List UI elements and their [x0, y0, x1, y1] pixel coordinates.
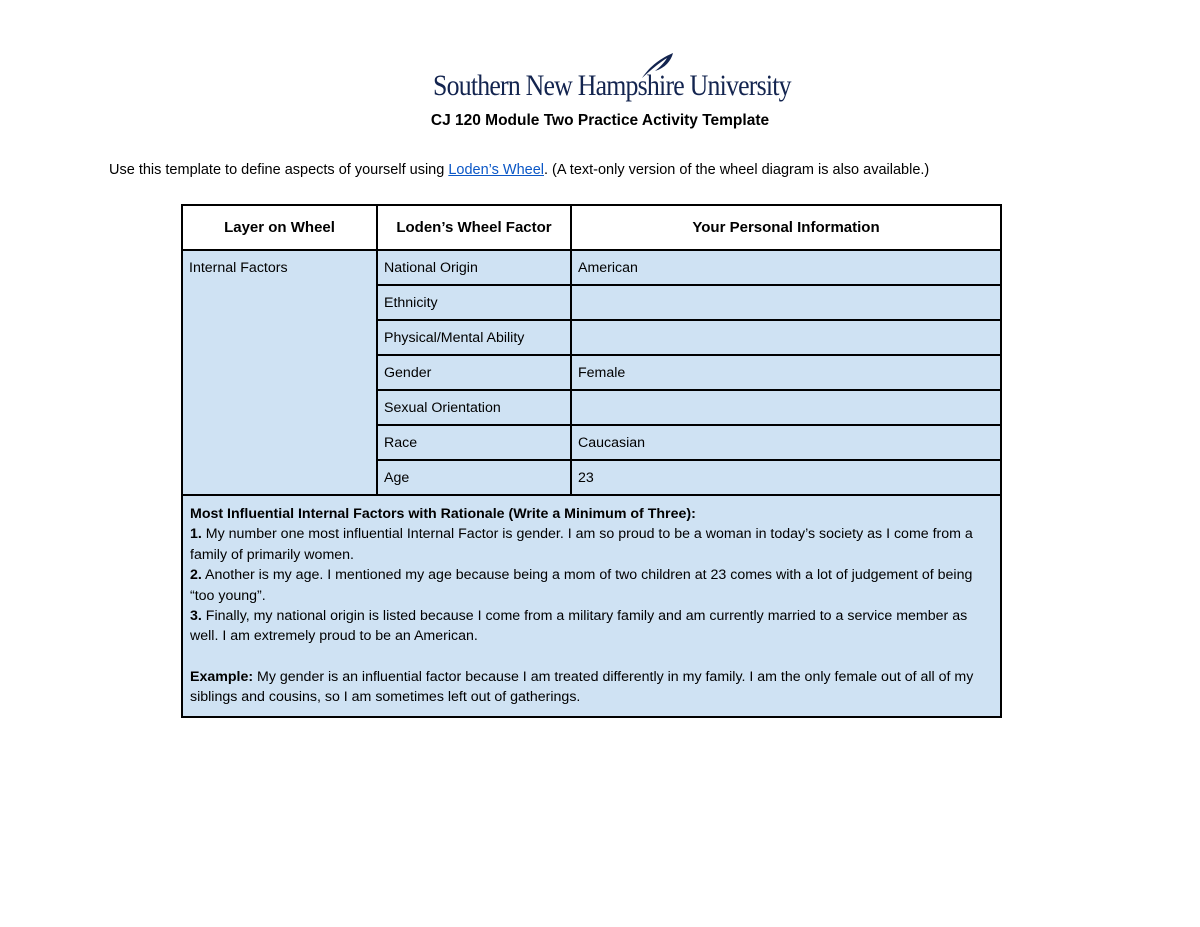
info-cell[interactable] [571, 285, 1001, 320]
rationale-cell[interactable] [182, 495, 1001, 717]
rationale-item-1 [190, 524, 993, 565]
example-text: My gender is an influential factor because I am treated differently in my family. I am the only female out of all of my siblings and cousins, so I am sometimes left out of gatherings. [190, 668, 974, 706]
info-cell[interactable] [571, 390, 1001, 425]
rationale-number: 3. [190, 608, 202, 625]
header-row [182, 205, 1001, 250]
table-row [182, 250, 1001, 285]
factor-cell: Age [377, 460, 571, 495]
spacer [190, 647, 993, 667]
university-logo [0, 52, 1200, 108]
logo-wordmark: Southern New Hampshire University [433, 69, 791, 102]
layer-cell: Internal Factors [182, 250, 377, 495]
rationale-number: 2. [190, 567, 202, 584]
header-factor: Loden’s Wheel Factor [377, 205, 571, 250]
rationale-item-2 [190, 565, 993, 606]
info-cell[interactable] [571, 320, 1001, 355]
factor-cell: Ethnicity [377, 285, 571, 320]
rationale-row [182, 495, 1001, 717]
info-cell[interactable]: Caucasian [571, 425, 1001, 460]
example-label: Example: [190, 668, 254, 685]
example-paragraph [190, 667, 993, 708]
rationale-text: My number one most influential Internal Factor is gender. I am so proud to be a woman in today’s society as I come from a family of primarily women. [190, 526, 973, 563]
info-cell[interactable]: 23 [571, 460, 1001, 495]
factor-cell: Race [377, 425, 571, 460]
info-cell[interactable]: American [571, 250, 1001, 285]
rationale-number: 1. [190, 526, 202, 543]
info-cell[interactable]: Female [571, 355, 1001, 390]
rationale-item-3 [190, 606, 993, 647]
factor-cell: Physical/Mental Ability [377, 320, 571, 355]
header-layer: Layer on Wheel [182, 205, 377, 250]
lodens-wheel-table [181, 204, 1002, 718]
rationale-heading: Most Influential Internal Factors with Rationale (Write a Minimum of Three): [190, 506, 696, 522]
intro-text-before: Use this template to define aspects of yourself using [109, 162, 449, 178]
factor-cell: National Origin [377, 250, 571, 285]
intro-text-after: . (A text-only version of the wheel diagram is also available.) [544, 162, 930, 178]
lodens-wheel-link[interactable]: Loden’s Wheel [448, 162, 544, 178]
header-personal-info: Your Personal Information [571, 205, 1001, 250]
factor-cell: Gender [377, 355, 571, 390]
intro-paragraph [109, 160, 929, 180]
factor-cell: Sexual Orientation [377, 390, 571, 425]
document-title: CJ 120 Module Two Practice Activity Template [430, 112, 770, 129]
rationale-text: Finally, my national origin is listed because I come from a military family and am currently married to a service member as well. I am extremely proud to be an American. [190, 608, 968, 645]
rationale-text: Another is my age. I mentioned my age because being a mom of two children at 23 comes with a lot of judgement of being “too young”. [190, 567, 973, 604]
